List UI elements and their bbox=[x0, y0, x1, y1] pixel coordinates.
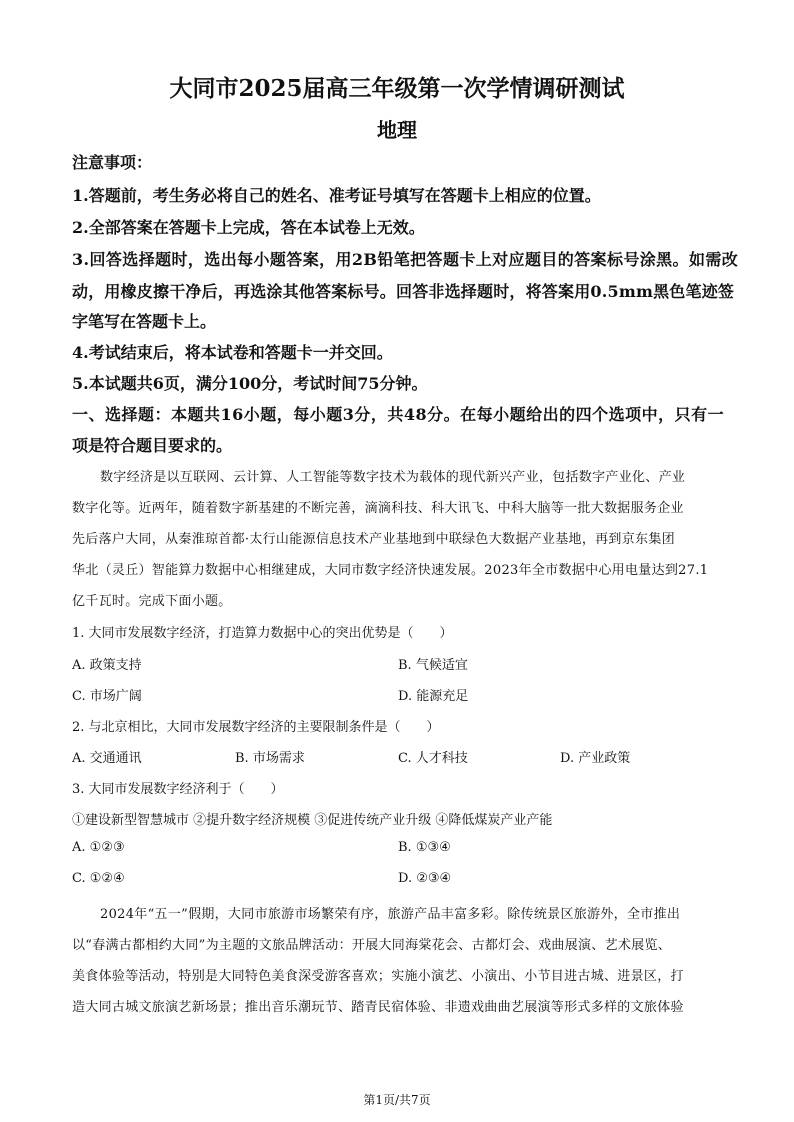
subject-title: 地理 bbox=[377, 118, 417, 142]
question-stem: 2. 与北京相比，大同市发展数字经济的主要限制条件是（ ） bbox=[72, 720, 440, 735]
passage-line: 华北（灵丘）智能算力数据中心相继建成，大同市数字经济快速发展。2023年全市数据中心用电量达到27.1 bbox=[72, 563, 709, 578]
notice-item: 动，用橡皮擦干净后，再选涂其他答案标号。回答非选择题时，将答案用0.5mm黑色笔迹签 bbox=[72, 282, 735, 301]
section-heading: 一、选择题：本题共16小题，每小题3分，共48分。在每小题给出的四个选项中，只有一 bbox=[72, 405, 725, 424]
notice-item: 字笔写在答题卡上。 bbox=[72, 312, 217, 331]
passage-line: 亿千瓦时。完成下面小题。 bbox=[72, 594, 232, 609]
option-c: C. 人才科技 bbox=[398, 751, 468, 766]
page-number: 第1页/共7页 bbox=[363, 1093, 431, 1107]
passage-line: 造大同古城文旅演艺新场景；推出音乐潮玩节、踏青民宿体验、非遗戏曲曲艺展演等形式多样的文旅体验 bbox=[72, 1000, 684, 1015]
passage-line: 先后落户大同，从秦淮琼首都·太行山能源信息技术产业基地到中联绿色大数据产业基地，再到京东集团 bbox=[72, 532, 675, 547]
notice-item: 2.全部答案在答题卡上完成，答在本试卷上无效。 bbox=[72, 218, 425, 237]
question-stem: 3. 大同市发展数字经济利于（ ） bbox=[72, 782, 284, 797]
option-d: D. ②③④ bbox=[398, 871, 452, 886]
passage-line: 2024年“五一”假期，大同市旅游市场繁荣有序，旅游产品丰富多彩。除传统景区旅游外，全市推出 bbox=[100, 907, 681, 922]
exam-title: 大同市2025届高三年级第一次学情调研测试 bbox=[169, 75, 625, 102]
passage-line: 美食体验等活动，特别是大同特色美食深受游客喜欢；实施小演艺、小演出、小节目进古城、进景区，打 bbox=[72, 969, 684, 984]
option-b: B. 市场需求 bbox=[235, 751, 305, 766]
notice-item: 5.本试题共6页，满分100分，考试时间75分钟。 bbox=[72, 374, 428, 393]
question-stem: 1. 大同市发展数字经济，打造算力数据中心的突出优势是（ ） bbox=[72, 626, 453, 641]
option-d: D. 产业政策 bbox=[560, 751, 631, 766]
notice-item: 4.考试结束后，将本试卷和答题卡一并交回。 bbox=[72, 343, 393, 362]
option-a: A. ①②③ bbox=[72, 840, 125, 855]
passage-line: 数字经济是以互联网、云计算、人工智能等数字技术为载体的现代新兴产业，包括数字产业化、产业 bbox=[100, 470, 686, 485]
notice-heading: 注意事项： bbox=[72, 153, 153, 172]
option-c: C. ①②④ bbox=[72, 871, 125, 886]
option-c: C. 市场广阔 bbox=[72, 689, 142, 704]
notice-item: 1.答题前，考生务必将自己的姓名、准考证号填写在答题卡上相应的位置。 bbox=[72, 186, 601, 205]
option-a: A. 政策支持 bbox=[72, 658, 142, 673]
option-b: B. ①③④ bbox=[398, 840, 451, 855]
question-statements: ①建设新型智慧城市 ②提升数字经济规模 ③促进传统产业升级 ④降低煤炭产业产能 bbox=[72, 813, 553, 828]
notice-item: 3.回答选择题时，选出每小题答案，用2B铅笔把答题卡上对应题目的答案标号涂黑。如需改 bbox=[72, 250, 739, 269]
option-a: A. 交通通讯 bbox=[72, 751, 142, 766]
option-b: B. 气候适宜 bbox=[398, 658, 468, 673]
option-d: D. 能源充足 bbox=[398, 689, 469, 704]
section-heading: 项是符合题目要求的。 bbox=[72, 436, 233, 455]
passage-line: 以“春满古都相约大同”为主题的文旅品牌活动：开展大同海棠花会、古都灯会、戏曲展演、艺术展览、 bbox=[72, 938, 672, 953]
passage-line: 数字化等。近两年，随着数字新基建的不断完善，滴滴科技、科大讯飞、中科大脑等一批大数据服务企业 bbox=[72, 501, 684, 516]
